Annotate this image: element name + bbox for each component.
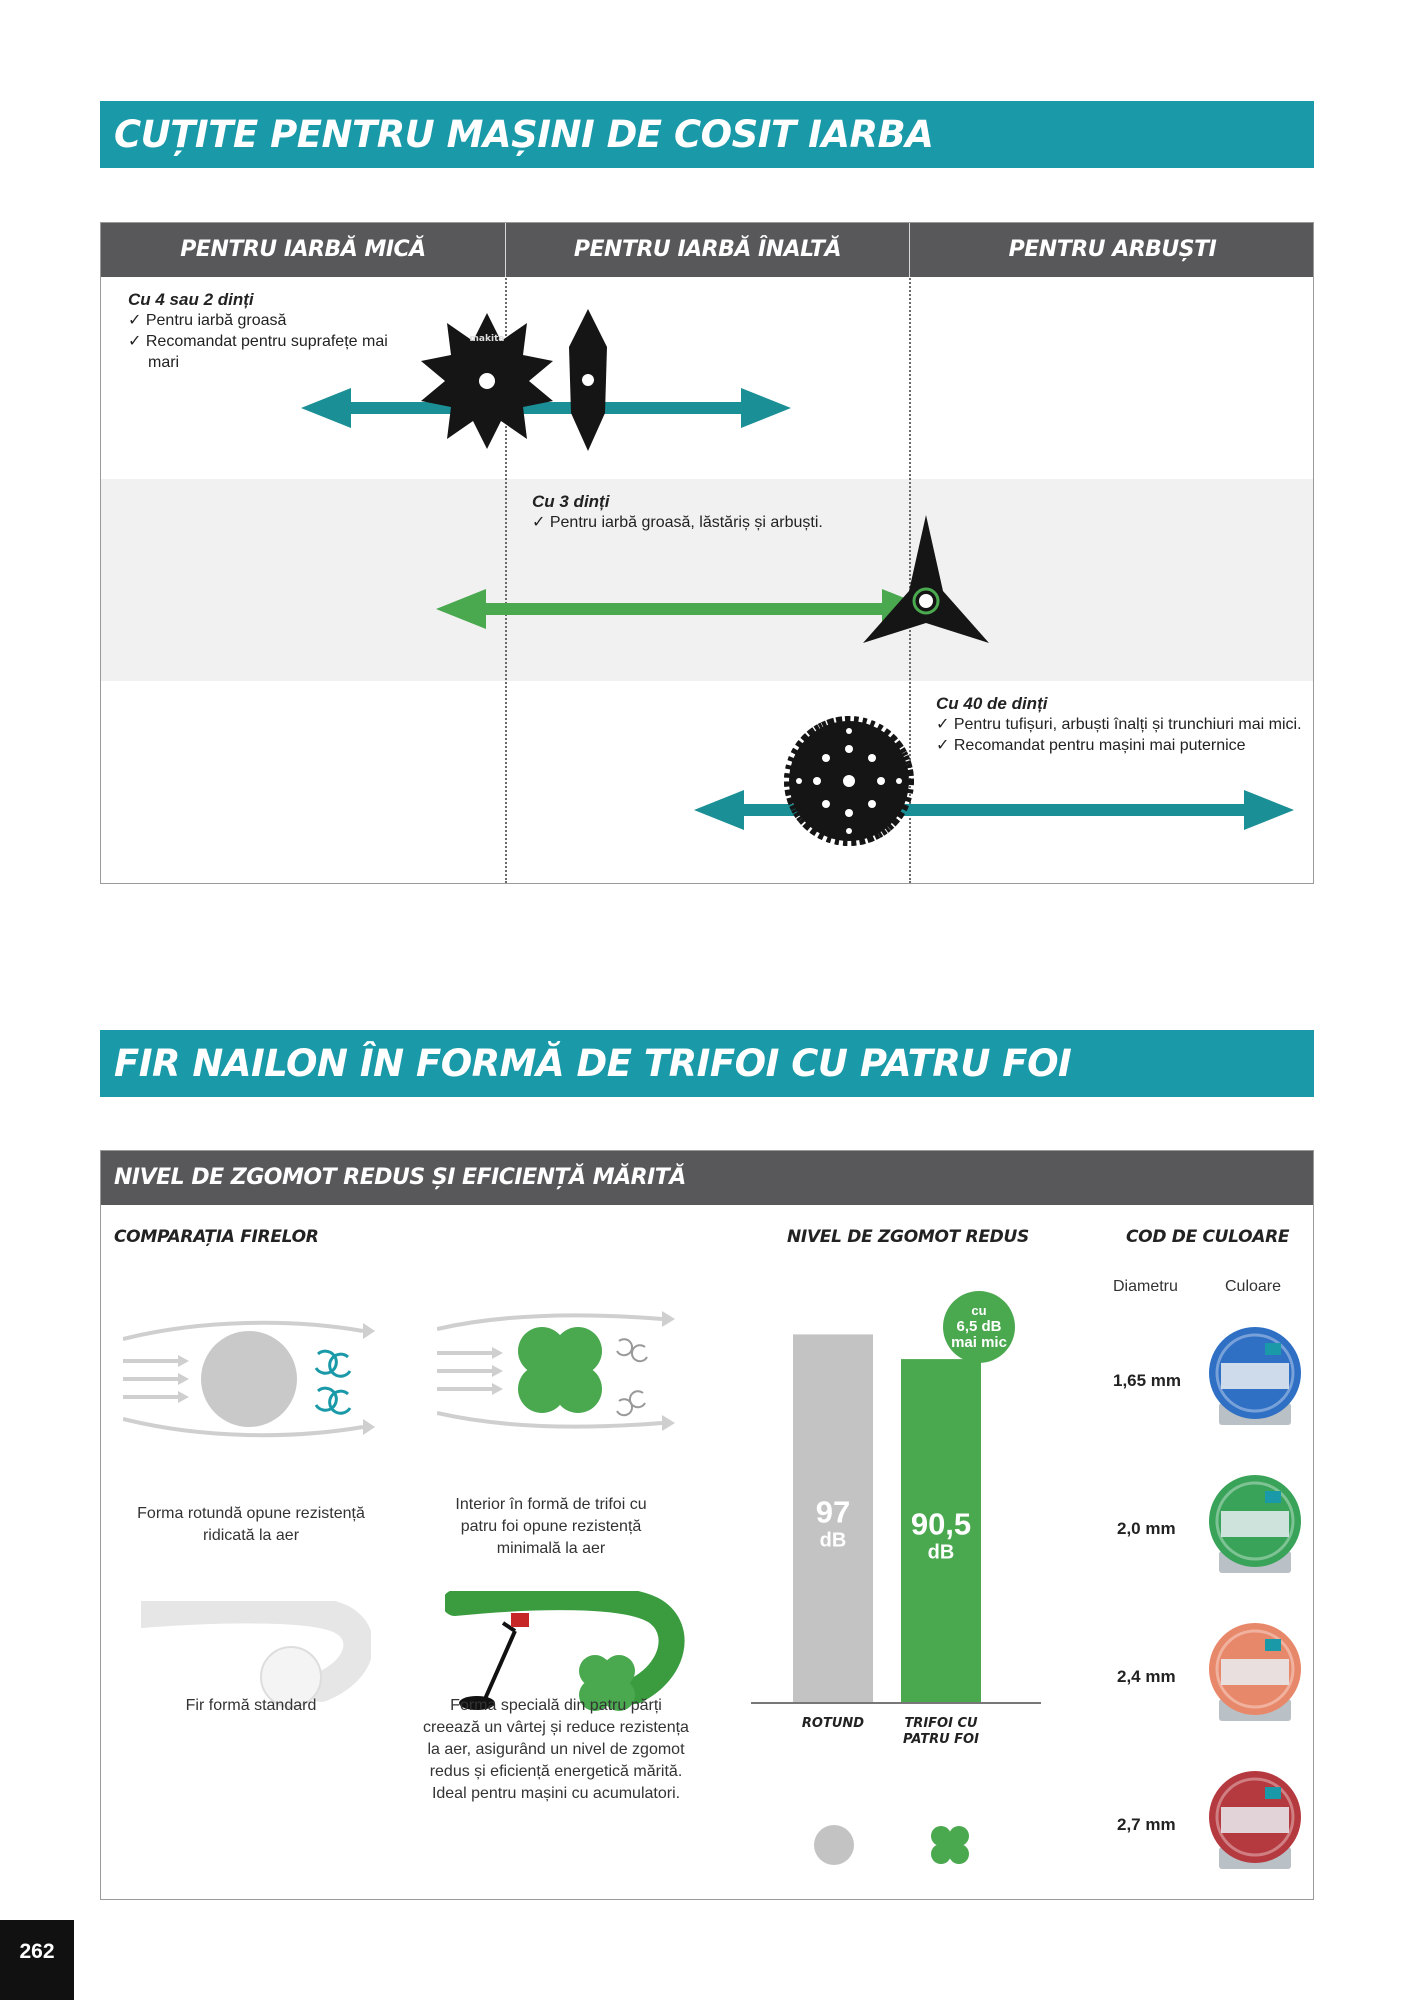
caption-round-resistance: Forma rotundă opune rezistență ridicată la aer [137, 1505, 365, 1544]
bar-value-label: 97 [815, 1494, 851, 1530]
svg-text:mai mic: mai mic [951, 1334, 1007, 1351]
column-header-small-grass: PENTRU IARBĂ MICĂ [180, 237, 426, 262]
line-spool-0 [1209, 1327, 1301, 1425]
two-tooth-blade-image [565, 307, 611, 453]
svg-text:6,5 dB: 6,5 dB [956, 1318, 1002, 1335]
noise-heading: NIVEL DE ZGOMOT REDUS [787, 1227, 1029, 1247]
line-spool-1 [1209, 1475, 1301, 1573]
caption-clover-resistance: Interior în formă de trifoi cu patru foi opune rezistență minimală la aer [455, 1496, 647, 1557]
note-point: ✓ Pentru iarbă groasă [128, 312, 287, 329]
color-table-header-diameter: Diametru [1113, 1278, 1178, 1295]
forty-tooth-blade-image [781, 713, 917, 849]
airflow-round-illustration [123, 1309, 383, 1449]
note-title: Cu 4 sau 2 dinți [128, 290, 254, 309]
line-spool-2 [1209, 1623, 1301, 1721]
note-point: ✓ Recomandat pentru mașini mai puternice [936, 737, 1246, 754]
nylon-line-box [100, 1150, 1314, 1900]
svg-text:cu: cu [971, 1303, 987, 1318]
line-spool-3 [1209, 1771, 1301, 1869]
airflow-clover-illustration [437, 1301, 677, 1441]
category-label: ROTUND [801, 1716, 865, 1731]
section-title-nylon-line: FIR NAILON ÎN FORMĂ DE TRIFOI CU PATRU FOI [100, 1030, 1314, 1097]
bar-unit-label: dB [819, 1529, 847, 1552]
note-title: Cu 3 dinți [532, 492, 610, 511]
chart-badge [943, 1291, 1015, 1363]
svg-text:makita: makita [469, 334, 505, 344]
note-point: ✓ Recomandat pentru suprafețe mai mari [128, 333, 388, 371]
note-point: ✓ Pentru tufișuri, arbuști înalți și trunchiuri mai mici. [936, 716, 1302, 733]
round-line-icon [814, 1825, 854, 1865]
clover-line-icon [931, 1826, 969, 1864]
category-label: PATRU FOI [903, 1732, 979, 1747]
table-header [101, 223, 1313, 277]
bar-unit-label: dB [927, 1541, 955, 1564]
blade-comparison-table [100, 222, 1314, 884]
caption-standard-line: Fir formă standard [185, 1697, 317, 1714]
caption-special-line: Forma specială din patru părți creează un vârtej și reduce rezistența la aer, asigurând un nivel de zgomot redus și eficiență energetică mărită. Ideal pentru mașini cu acumulatori. [423, 1697, 689, 1802]
range-arrow-row2 [436, 586, 932, 632]
color-code-heading: COD DE CULOARE [1126, 1227, 1290, 1247]
box-title: NIVEL DE ZGOMOT REDUS ȘI EFICIENȚĂ MĂRITĂ [101, 1151, 1313, 1205]
page-number: 262 [0, 1920, 74, 2000]
row-note-40-teeth [936, 693, 1306, 756]
section-title-blades: CUȚITE PENTRU MAȘINI DE COSIT IARBA [100, 101, 1314, 168]
row-note-3-teeth [532, 491, 892, 533]
note-title: Cu 40 de dinți [936, 694, 1048, 713]
column-header-shrubs: PENTRU ARBUȘTI [1008, 237, 1217, 262]
three-tooth-blade-image [861, 513, 991, 649]
four-tooth-blade-image [419, 311, 555, 451]
row-note-4-2-teeth [128, 289, 398, 373]
line-spools-column [1205, 1321, 1305, 1915]
category-label: TRIFOI CU [904, 1716, 978, 1731]
bar-value-label: 90,5 [910, 1506, 972, 1542]
diameter-2-4: 2,4 mm [1117, 1667, 1176, 1686]
color-table-header-color: Culoare [1225, 1278, 1282, 1295]
noise-level-chart [741, 1271, 1071, 1891]
column-header-tall-grass: PENTRU IARBĂ ÎNALTĂ [573, 237, 842, 262]
note-point: ✓ Pentru iarbă groasă, lăstăriș și arbuști. [532, 514, 823, 531]
comparison-heading: COMPARAȚIA FIRELOR [114, 1227, 319, 1247]
caption-ideal: Ideal pentru mașini cu acumulatori. [431, 1785, 681, 1802]
diameter-2-7: 2,7 mm [1117, 1815, 1176, 1834]
diameter-2-0: 2,0 mm [1117, 1519, 1176, 1538]
diameter-1-65: 1,65 mm [1113, 1371, 1182, 1390]
